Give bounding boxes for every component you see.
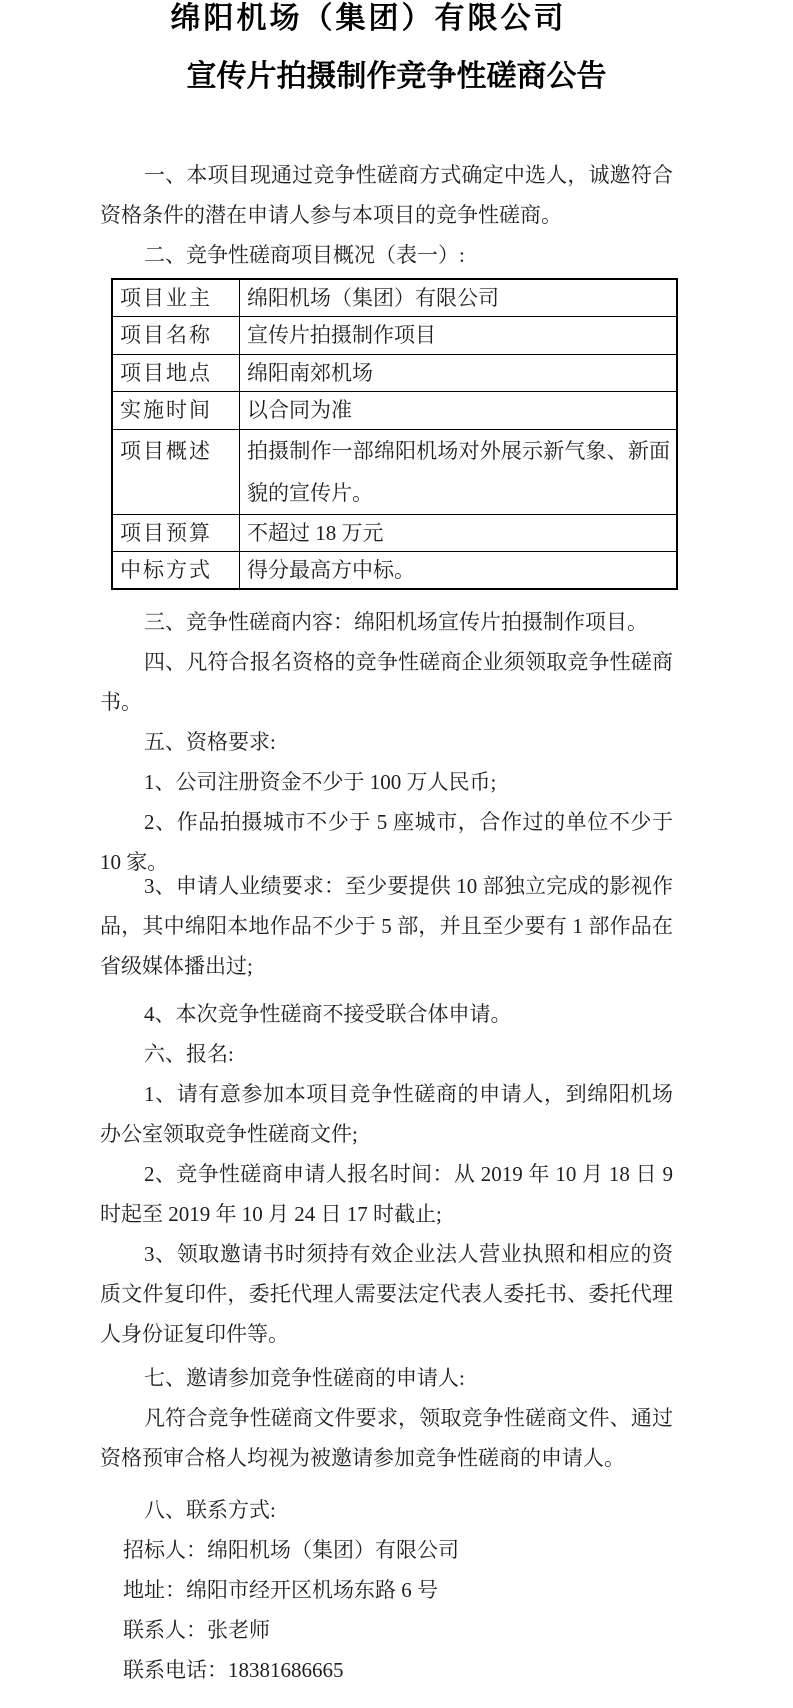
paragraph-item-5-3: 3、申请人业绩要求：至少要提供 10 部独立完成的影视作品，其中绵阳本地作品不少于 5 部，并且至少要有 1 部作品在省级媒体播出过;	[100, 874, 673, 978]
document-body	[100, 155, 673, 1690]
paragraph-item-5-2: 2、作品拍摄城市不少于 5 座城市，合作过的单位不少于 10 家。	[100, 810, 673, 874]
row-label-cell: 项目概述	[112, 429, 240, 514]
table-row	[112, 279, 677, 316]
table-row	[112, 551, 677, 589]
paragraph-section-2: 二、竞争性磋商项目概况（表一）:	[144, 243, 465, 267]
contact-bidder-line: 招标人：绵阳机场（集团）有限公司	[123, 1538, 459, 1562]
contact-person-line: 联系人：张老师	[123, 1618, 270, 1642]
row-value-cell: 得分最高方中标。	[240, 551, 678, 589]
contact-phone-line: 联系电话：18381686665	[123, 1658, 344, 1682]
paragraph-item-6-1: 1、请有意参加本项目竞争性磋商的申请人，到绵阳机场办公室领取竞争性磋商文件;	[100, 1082, 673, 1146]
row-label-cell: 项目名称	[112, 316, 240, 354]
paragraph-section-4: 四、凡符合报名资格的竞争性磋商企业须领取竞争性磋商书。	[100, 650, 673, 714]
row-value-cell: 绵阳南郊机场	[240, 354, 678, 391]
paragraph-item-6-2: 2、竞争性磋商申请人报名时间：从 2019 年 10 月 18 日 9 时起至 2019 年 10 月 24 日 17 时截止;	[100, 1162, 673, 1226]
paragraph-section-8: 八、联系方式:	[144, 1498, 276, 1522]
title-block	[0, 2, 793, 36]
paragraph-section-6: 六、报名:	[144, 1042, 234, 1066]
row-value-cell: 不超过 18 万元	[240, 514, 678, 551]
table-row	[112, 429, 677, 514]
contact-address-line: 地址：绵阳市经开区机场东路 6 号	[123, 1578, 438, 1602]
paragraph-item-5-1: 1、公司注册资金不少于 100 万人民币;	[144, 770, 497, 794]
table-row	[112, 391, 677, 429]
paragraph-section-5: 五、资格要求:	[144, 730, 276, 754]
paragraph-item-5-4: 4、本次竞争性磋商不接受联合体申请。	[144, 1002, 512, 1026]
row-value-cell: 绵阳机场（集团）有限公司	[240, 279, 678, 316]
row-value-cell: 以合同为准	[240, 391, 678, 429]
row-label-cell: 项目地点	[112, 354, 240, 391]
page-subtitle: 宣传片拍摄制作竞争性磋商公告	[186, 60, 607, 93]
row-label-cell: 项目业主	[112, 279, 240, 316]
table-row	[112, 316, 677, 354]
paragraph-section-7: 七、邀请参加竞争性磋商的申请人:	[144, 1366, 465, 1390]
paragraph-section-1: 一、本项目现通过竞争性磋商方式确定中选人，诚邀符合资格条件的潜在申请人参与本项目的竞争性磋商。	[100, 163, 673, 227]
row-value-cell: 宣传片拍摄制作项目	[240, 316, 678, 354]
project-overview-table	[111, 278, 678, 590]
row-label-cell: 项目预算	[112, 514, 240, 551]
table-row	[112, 514, 677, 551]
page-title: 绵阳机场（集团）有限公司	[170, 2, 567, 35]
row-label-cell: 中标方式	[112, 551, 240, 589]
paragraph-section-3: 三、竞争性磋商内容：绵阳机场宣传片拍摄制作项目。	[144, 610, 648, 634]
paragraph-item-6-3: 3、领取邀请书时须持有效企业法人营业执照和相应的资质文件复印件，委托代理人需要法定代表人委托书、委托代理人身份证复印件等。	[100, 1242, 673, 1346]
row-value-cell: 拍摄制作一部绵阳机场对外展示新气象、新面貌的宣传片。	[240, 429, 678, 514]
table-row	[112, 354, 677, 391]
paragraph-item-7-1: 凡符合竞争性磋商文件要求，领取竞争性磋商文件、通过资格预审合格人均视为被邀请参加竞争性磋商的申请人。	[100, 1406, 673, 1470]
row-label-cell: 实施时间	[112, 391, 240, 429]
